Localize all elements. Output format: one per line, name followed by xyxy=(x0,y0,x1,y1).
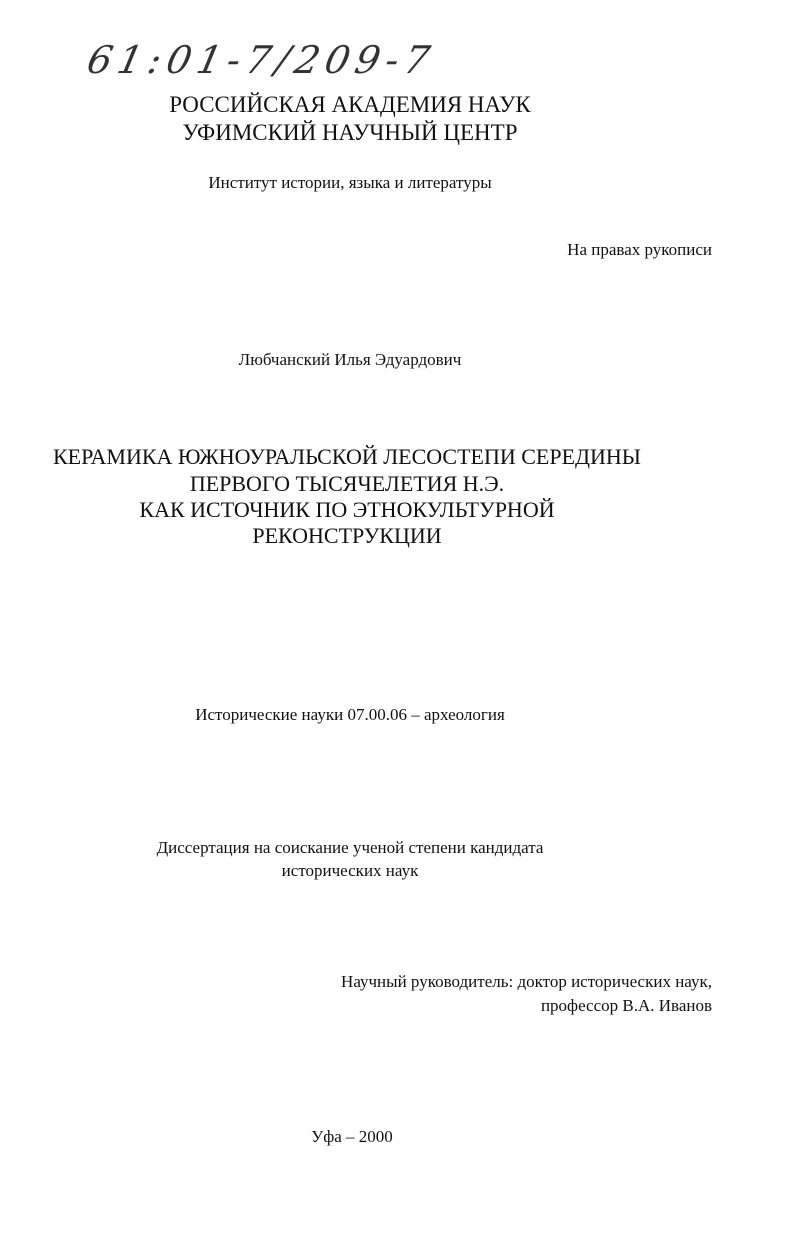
supervisor-line: Научный руководитель: доктор исторических наук, xyxy=(341,972,712,991)
title-line: КАК ИСТОЧНИК ПО ЭТНОКУЛЬТУРНОЙ xyxy=(139,497,555,522)
title-line: РЕКОНСТРУКЦИИ xyxy=(252,523,442,548)
title-line: ПЕРВОГО ТЫСЯЧЕЛЕТИЯ Н.Э. xyxy=(189,471,505,496)
author: Любчанский Илья Эдуардович xyxy=(238,350,462,369)
degree-line: исторических наук xyxy=(281,861,419,880)
place-year: Уфа – 2000 xyxy=(311,1127,393,1146)
specialty: Исторические науки 07.00.06 – археология xyxy=(195,705,505,724)
org-line-2: УФИМСКИЙ НАУЧНЫЙ ЦЕНТР xyxy=(182,120,518,145)
supervisor-line: профессор В.А. Иванов xyxy=(540,996,712,1015)
title-line: КЕРАМИКА ЮЖНОУРАЛЬСКОЙ ЛЕСОСТЕПИ СЕРЕДИНЫ xyxy=(53,444,641,469)
degree-line: Диссертация на соискание ученой степени кандидата xyxy=(156,838,544,857)
rights-note: На правах рукописи xyxy=(567,240,712,259)
institute: Институт истории, языка и литературы xyxy=(208,173,492,192)
handwritten-code: 61:01-7/209-7 xyxy=(83,38,440,82)
org-line-1: РОССИЙСКАЯ АКАДЕМИЯ НАУК xyxy=(169,92,531,117)
